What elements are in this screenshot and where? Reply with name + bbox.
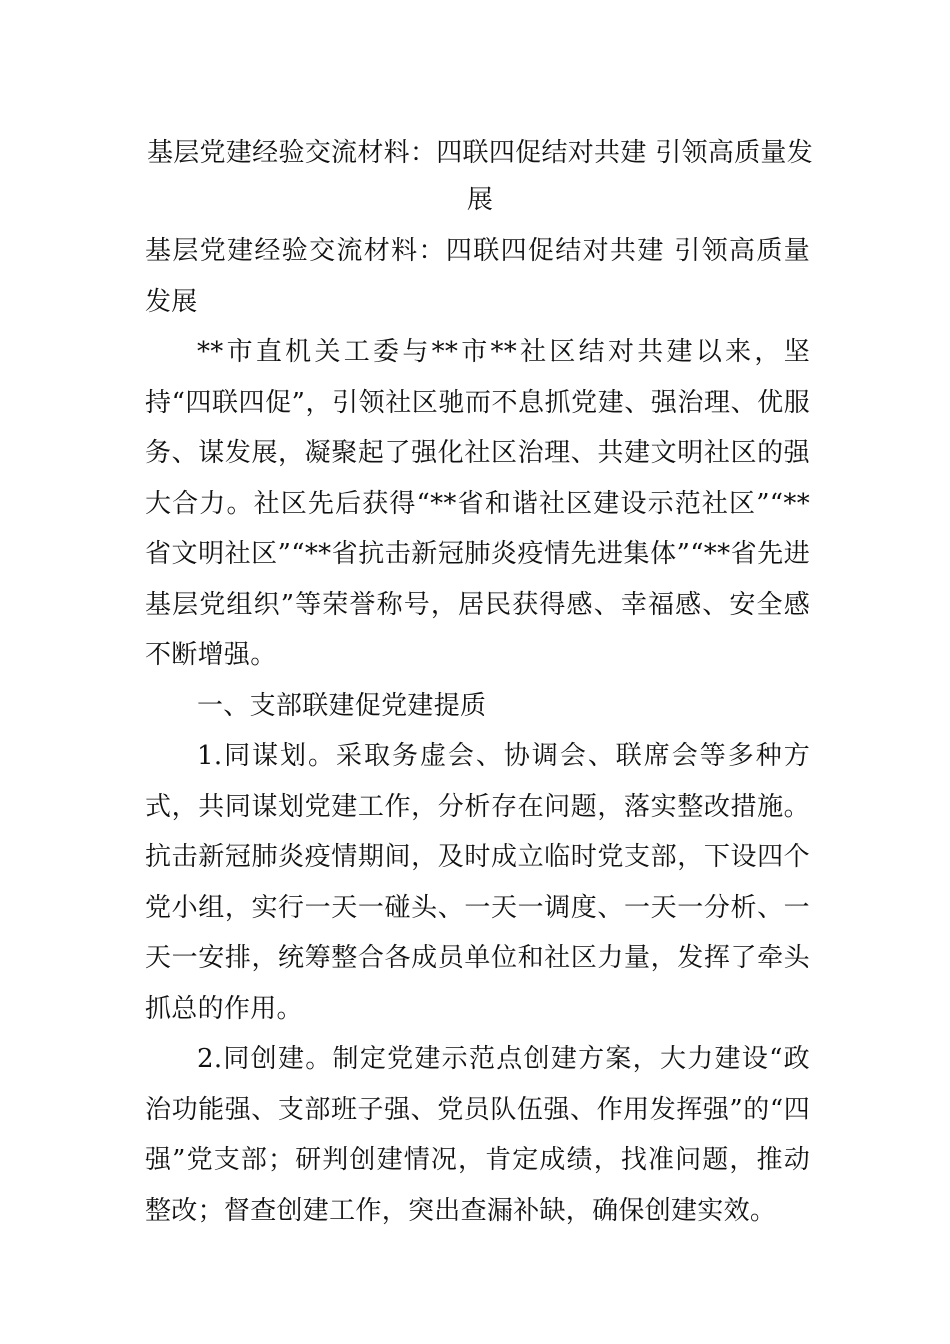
document-subtitle: 基层党建经验交流材料：四联四促结对共建 引领高质量发展 xyxy=(145,236,810,317)
document-body xyxy=(145,226,810,1236)
paragraph-intro: **市直机关工委与**市**社区结对共建以来，坚持“四联四促”，引领社区驰而不息抓党建、强治理、优服务、谋发展，凝聚起了强化社区治理、共建文明社区的强大合力。社区先后获得“**省和谐社区建设示范社区”“**省文明社区”“**省抗击新冠肺炎疫情先进集体”“**省先进基层党组织”等荣誉称号，居民获得感、幸福感、安全感不断增强。 xyxy=(145,337,810,670)
paragraph-item-1: 1.同谋划。采取务虚会、协调会、联席会等多种方式，共同谋划党建工作，分析存在问题，落实整改措施。抗击新冠肺炎疫情期间，及时成立临时党支部，下设四个党小组，实行一天一碰头、一天一调度、一天一分析、一天一安排，统筹整合各成员单位和社区力量，发挥了牵头抓总的作用。 xyxy=(145,741,810,1024)
paragraph-item-2: 2.同创建。制定党建示范点创建方案，大力建设“政治功能强、支部班子强、党员队伍强、作用发挥强”的“四强”党支部；研判创建情况，肯定成绩，找准问题，推动整改；督查创建工作，突出查漏补缺，确保创建实效。 xyxy=(145,1044,810,1226)
document-title: 基层党建经验交流材料：四联四促结对共建 引领高质量发展 xyxy=(146,138,814,215)
section-heading: 一、支部联建促党建提质 xyxy=(197,690,487,721)
